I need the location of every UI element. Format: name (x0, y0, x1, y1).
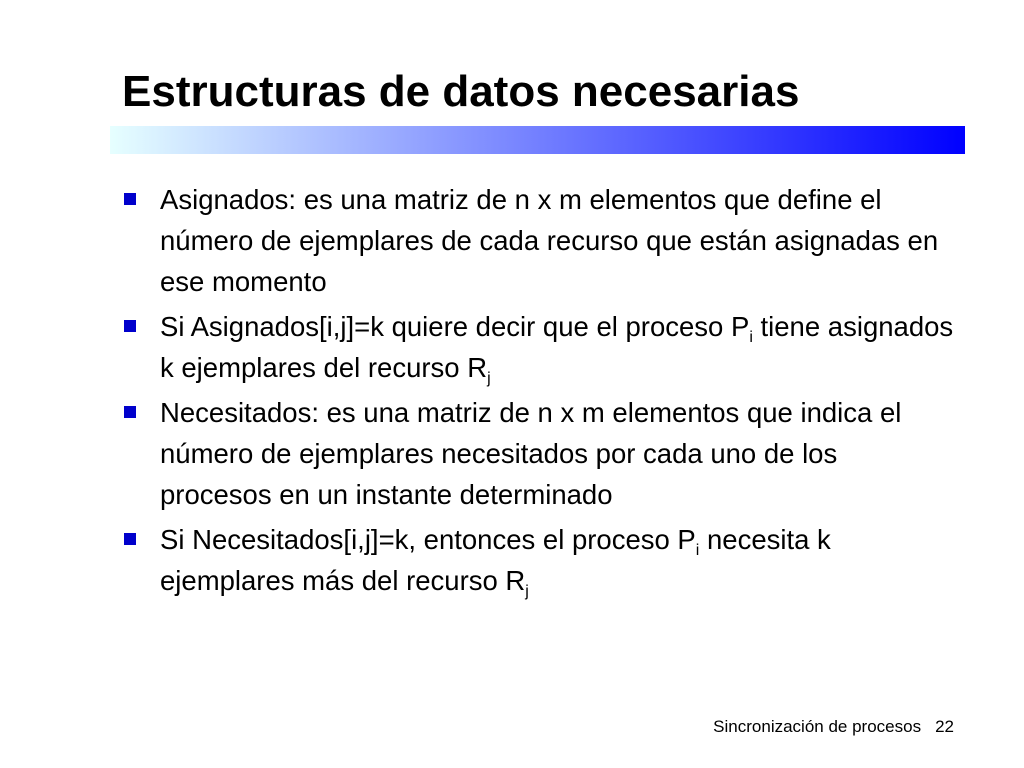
bullet-item-asignados-meaning (124, 306, 954, 388)
bullet-text-part: Si Necesitados[i,j]=k, entonces el proceso P (160, 524, 696, 555)
square-bullet-icon (124, 193, 136, 205)
bullet-text-part: necesita k ejemplares más del recurso R (160, 524, 831, 596)
bullet-text: Necesitados: es una matriz de n x m elementos que indica el número de ejemplares necesitados por cada uno de los procesos en un instante determinado (160, 397, 902, 510)
footer-label: Sincronización de procesos (713, 717, 922, 736)
subscript-j: j (525, 583, 529, 600)
square-bullet-icon (124, 406, 136, 418)
page-number: 22 (935, 717, 954, 736)
bullet-text-part: tiene asignados k ejemplares del recurso R (160, 311, 954, 383)
bullet-text (160, 306, 954, 388)
bullet-list (124, 179, 954, 605)
subscript-j: j (487, 370, 491, 387)
square-bullet-icon (124, 320, 136, 332)
slide-footer (713, 716, 954, 738)
title-gradient-bar (110, 126, 965, 154)
bullet-item-necesitados (124, 392, 954, 515)
bullet-text-part: Si Asignados[i,j]=k quiere decir que el proceso P (160, 311, 750, 342)
slide-title: Estructuras de datos necesarias (122, 67, 800, 116)
bullet-text (160, 519, 954, 601)
bullet-text: Asignados: es una matriz de n x m elementos que define el número de ejemplares de cada recurso que están asignadas en ese momento (160, 184, 939, 297)
square-bullet-icon (124, 533, 136, 545)
bullet-item-asignados (124, 179, 954, 302)
bullet-item-necesitados-meaning (124, 519, 954, 601)
subscript-i: i (749, 329, 753, 346)
subscript-i: i (695, 542, 700, 559)
